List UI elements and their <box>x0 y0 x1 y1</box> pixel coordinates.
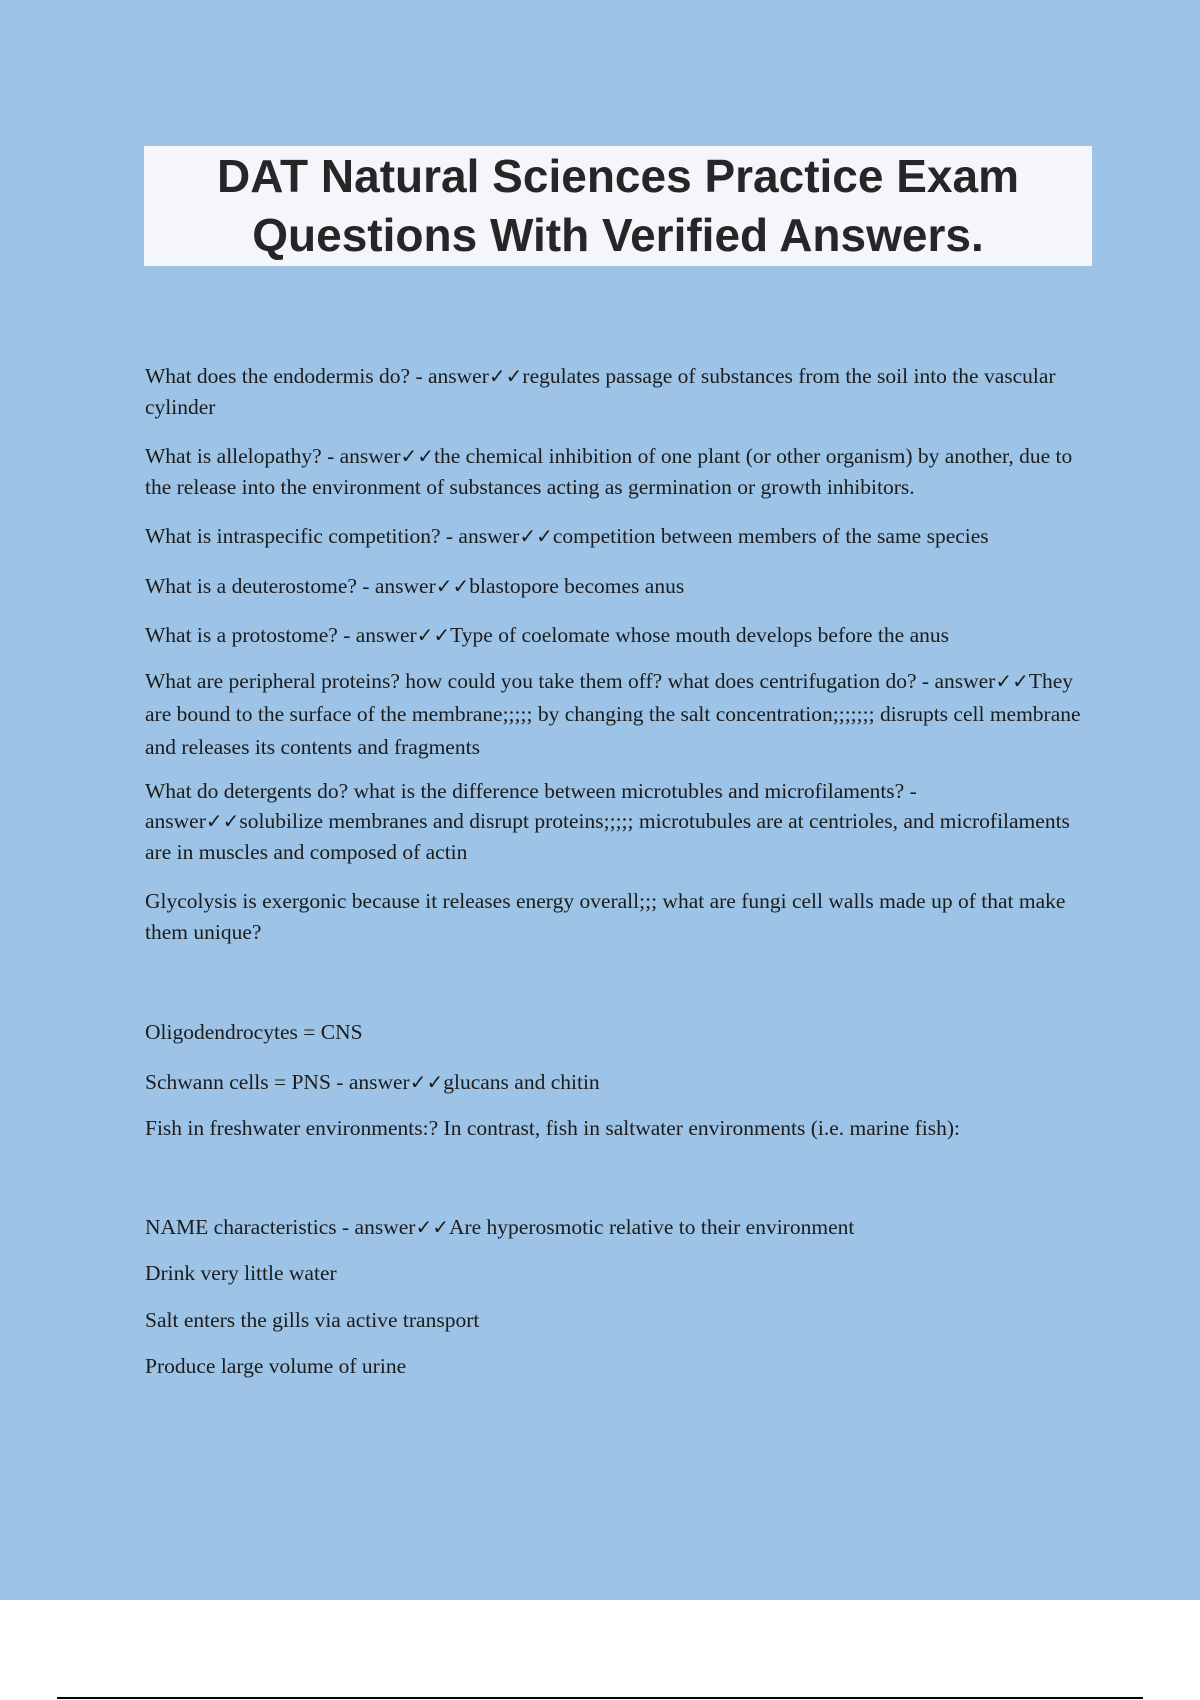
qa-item <box>145 620 1090 651</box>
checkmark-icon: ✓✓ <box>205 809 240 833</box>
question-text: What is a protostome? - answer <box>145 623 417 647</box>
document-title <box>217 147 1019 265</box>
qa-item <box>145 361 1090 422</box>
footer-divider <box>57 1697 1143 1699</box>
answer-text: Are hyperosmotic relative to their environment <box>448 1214 855 1239</box>
checkmark-icon: ✓✓ <box>519 524 553 548</box>
question-text: Schwann cells = PNS - answer <box>145 1069 410 1094</box>
qa-item <box>145 776 1090 868</box>
title-line-1: DAT Natural Sciences Practice Exam <box>217 150 1019 202</box>
question-text: What is allelopathy? - answer <box>145 444 401 468</box>
qa-item <box>145 1212 1090 1243</box>
checkmark-icon: ✓✓ <box>488 364 523 388</box>
answer-text: the chemical inhibition of one plant (or other organism) by another, due to the release into the environment of substances acting as germination or growth inhibitors. <box>145 444 1073 499</box>
answer-text: blastopore becomes anus <box>469 573 685 598</box>
paragraph-text: Salt enters the gills via active transport <box>145 1307 480 1332</box>
title-banner <box>144 146 1092 266</box>
answer-text: competition between members of the same species <box>552 524 989 548</box>
qa-item <box>145 571 1090 602</box>
qa-item <box>145 441 1090 502</box>
answer-text: glucans and chitin <box>443 1069 600 1094</box>
question-text: What is a deuterostome? - answer <box>145 573 436 598</box>
checkmark-icon: ✓✓ <box>435 573 470 598</box>
qa-item <box>145 1067 1090 1098</box>
paragraph-text: Glycolysis is exergonic because it releases energy overall;;; what are fungi cell walls made up of that make them unique? <box>145 889 1066 944</box>
paragraph-text: Fish in freshwater environments:? In contrast, fish in saltwater environments (i.e. marine fish): <box>145 1116 960 1140</box>
question-text: NAME characteristics - answer <box>145 1214 416 1239</box>
question-text: What do detergents do? what is the difference between microtubles and microfilaments? - answer <box>145 778 917 833</box>
question-text: What are peripheral proteins? how could you take them off? what does centrifugation do? - answer <box>145 668 996 693</box>
qa-item <box>145 521 1090 552</box>
checkmark-icon: ✓✓ <box>415 1214 449 1239</box>
question-text: What is intraspecific competition? - answer <box>145 524 520 548</box>
qa-list <box>145 361 1090 1382</box>
qa-item <box>145 665 1090 764</box>
paragraph-text: Produce large volume of urine <box>145 1354 407 1378</box>
title-line-2: Questions With Verified Answers. <box>252 209 984 261</box>
checkmark-icon: ✓✓ <box>995 668 1029 693</box>
answer-text: Type of coelomate whose mouth develops before the anus <box>450 623 949 647</box>
answer-text: regulates passage of substances from the soil into the vascular cylinder <box>145 364 1056 419</box>
answer-text: solubilize membranes and disrupt proteins;;;;; microtubules are at centrioles, and microfilaments are in muscles and composed of actin <box>145 809 1070 864</box>
checkmark-icon: ✓✓ <box>416 623 451 647</box>
checkmark-icon: ✓✓ <box>400 444 435 468</box>
answer-text: They are bound to the surface of the membrane;;;;; by changing the salt concentration;;;;;;; disrupts cell membrane and releases its contents and fragments <box>145 668 1081 759</box>
paragraph-text: Oligodendrocytes = CNS <box>145 1020 363 1044</box>
paragraph-text: Drink very little water <box>145 1261 337 1285</box>
checkmark-icon: ✓✓ <box>409 1069 444 1094</box>
question-text: What does the endodermis do? - answer <box>145 364 489 388</box>
